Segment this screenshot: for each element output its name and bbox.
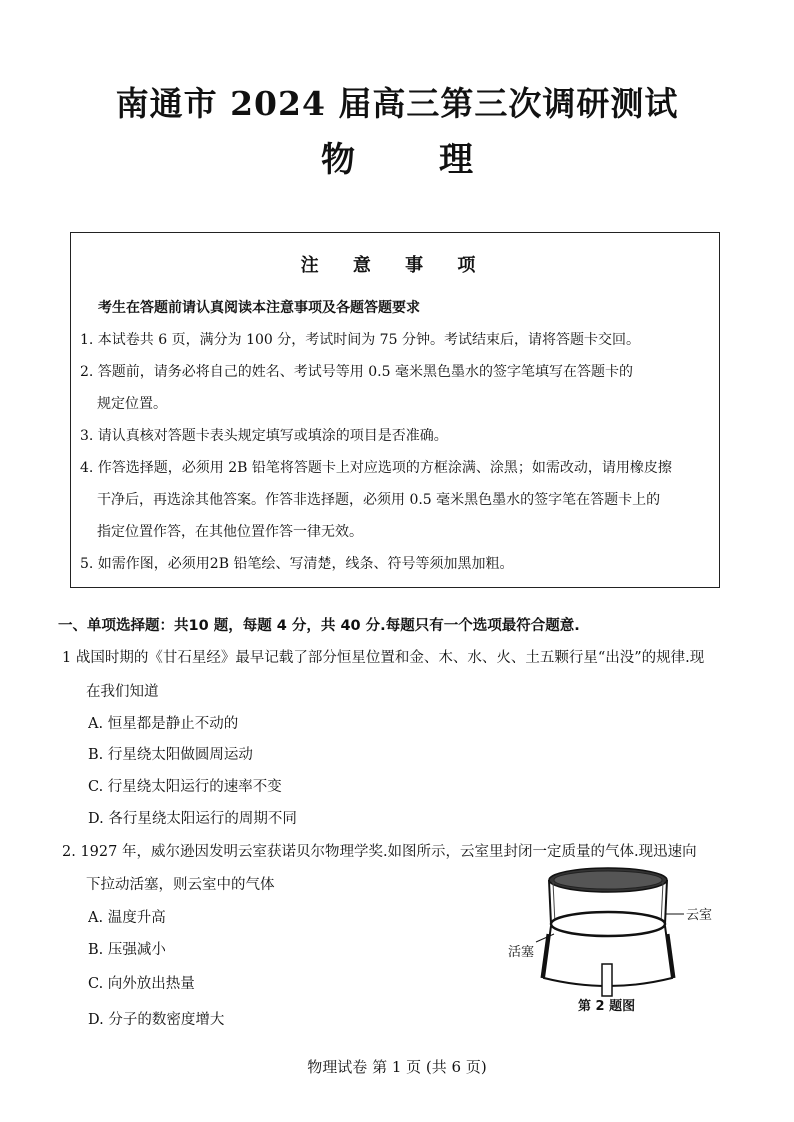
notice-box bbox=[70, 232, 720, 588]
q1-option-d: D. 各行星绕太阳运行的周期不同 bbox=[88, 811, 297, 827]
subject-title bbox=[0, 132, 794, 181]
notice-line-3: 3. 请认真核对答题卡表头规定填写或填涂的项目是否准确。 bbox=[80, 428, 448, 444]
notice-line-1: 1. 本试卷共 6 页，满分为 100 分，考试时间为 75 分钟。考试结束后，请将答题卡交回。 bbox=[80, 332, 640, 348]
q2-option-b: B. 压强减小 bbox=[88, 942, 166, 958]
notice-line-4-cont-1: 干净后，再选涂其他答案。作答非选择题，必须用 0.5 毫米黑色墨水的签字笔在答题卡上的 bbox=[97, 492, 661, 508]
label-cloud-chamber: 云室 bbox=[686, 908, 713, 923]
q1-stem-line-1: 1 战国时期的《甘石星经》最早记载了部分恒星位置和金、木、水、火、土五颗行星“出没”的规律.现 bbox=[62, 650, 705, 666]
figure-caption: 第 2 题图 bbox=[578, 999, 636, 1014]
section-heading: 一、单项选择题：共10 题，每题 4 分，共 40 分.每题只有一个选项最符合题意. bbox=[58, 618, 580, 634]
exam-title: 南通市 2024 届高三第三次调研测试 bbox=[115, 84, 679, 123]
notice-intro: 考生在答题前请认真阅读本注意事项及各题答题要求 bbox=[98, 300, 420, 316]
notice-line-4-cont-2: 指定位置作答，在其他位置作答一律无效。 bbox=[97, 524, 363, 540]
q1-option-c: C. 行星绕太阳运行的速率不变 bbox=[88, 779, 282, 795]
cloud-chamber-diagram bbox=[508, 864, 713, 1014]
q1-option-b: B. 行星绕太阳做圆周运动 bbox=[88, 747, 253, 763]
notice-title: 注 意 事 项 bbox=[300, 255, 490, 276]
q2-option-c: C. 向外放出热量 bbox=[88, 976, 195, 992]
q2-option-a: A. 温度升高 bbox=[88, 910, 166, 926]
label-piston: 活塞 bbox=[508, 945, 535, 960]
subject-char-2: 理 bbox=[439, 140, 473, 180]
notice-line-2-cont: 规定位置。 bbox=[97, 396, 167, 412]
q1-option-a: A. 恒星都是静止不动的 bbox=[88, 716, 239, 732]
cloud-chamber-figure bbox=[508, 864, 713, 1014]
notice-line-2: 2. 答题前，请务必将自己的姓名、考试号等用 0.5 毫米黑色墨水的签字笔填写在答题卡的 bbox=[80, 364, 633, 380]
q2-stem-line-2: 下拉动活塞，则云室中的气体 bbox=[86, 877, 275, 893]
q1-stem-line-2: 在我们知道 bbox=[86, 684, 159, 700]
page-footer: 物理试卷 第 1 页 (共 6 页) bbox=[307, 1058, 487, 1076]
notice-line-5: 5. 如需作图，必须用2B 铅笔绘、写清楚，线条、符号等须加黑加粗。 bbox=[80, 556, 514, 572]
notice-line-4: 4. 作答选择题，必须用 2B 铅笔将答题卡上对应选项的方框涂满、涂黑；如需改动，请用橡皮擦 bbox=[80, 460, 672, 476]
q2-option-d: D. 分子的数密度增大 bbox=[88, 1012, 225, 1028]
subject-char-1: 物 bbox=[321, 140, 355, 180]
q2-stem-line-1: 2. 1927 年，威尔逊因发明云室获诺贝尔物理学奖.如图所示，云室里封闭一定质量的气体.现迅速向 bbox=[62, 844, 697, 860]
